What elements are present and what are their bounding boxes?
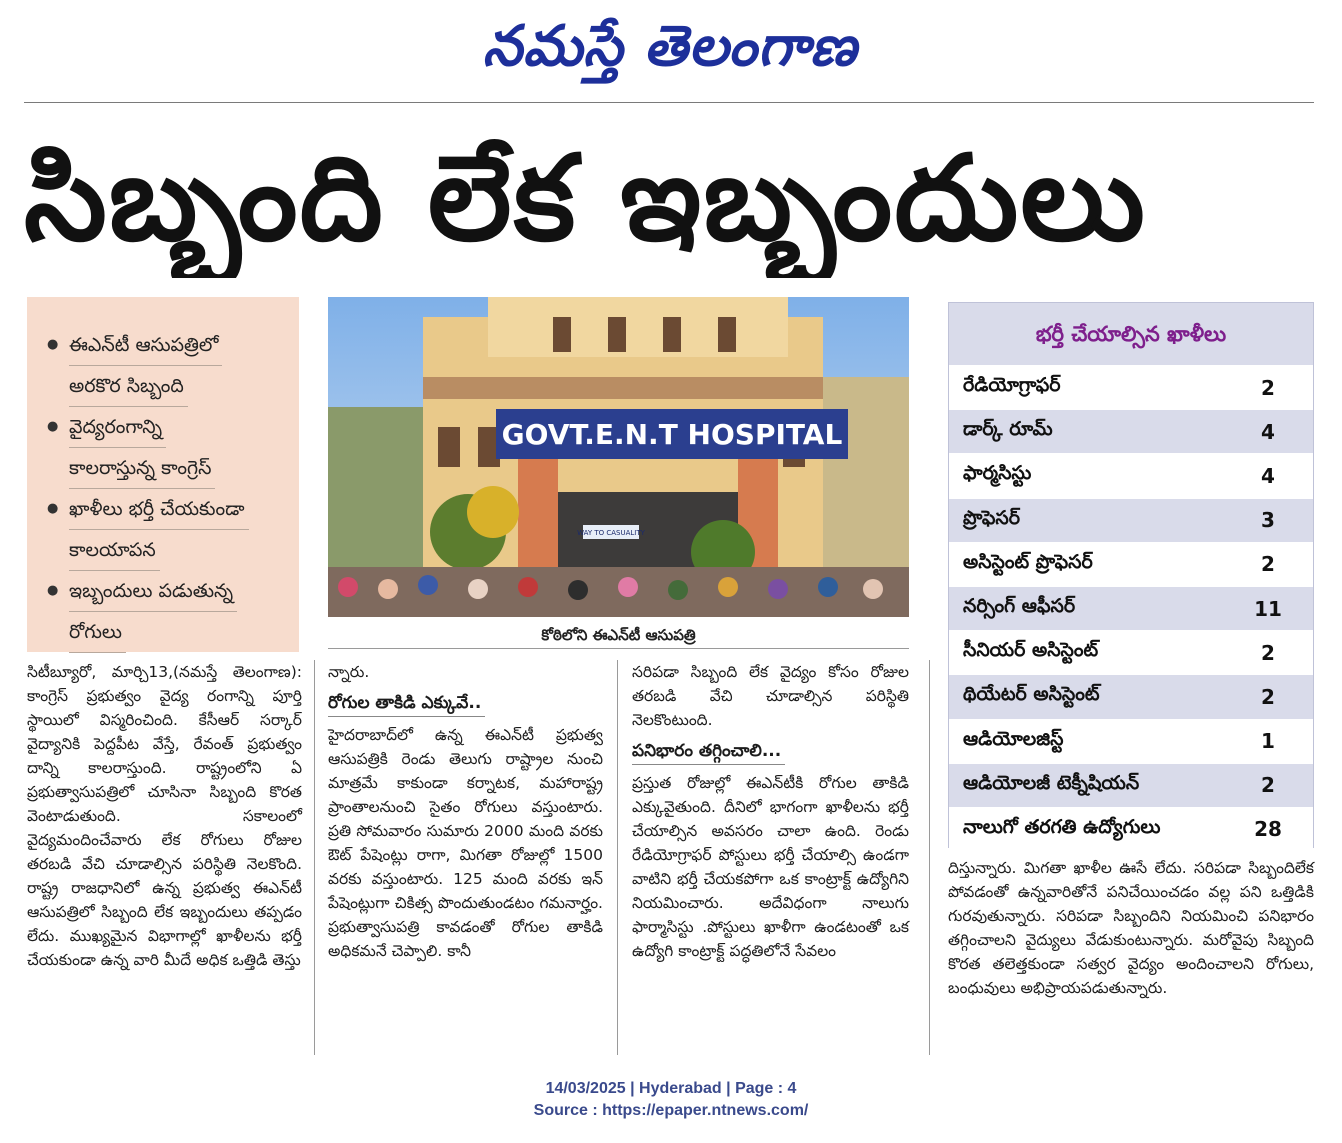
vacancy-count: 2 [1261, 552, 1275, 577]
article-column-2 [328, 660, 603, 1060]
vacancy-count: 1 [1261, 729, 1275, 754]
vacancy-row [949, 763, 1313, 807]
vacancy-count: 28 [1254, 817, 1282, 842]
vacancy-row [949, 453, 1313, 497]
highlight-line: అరకొర సిబ్బంది [69, 366, 188, 407]
vacancy-post: సీనియర్ అసిస్టెంట్ [963, 639, 1099, 662]
highlight-line: ● ఖాళీలు భర్తీ చేయకుండా [69, 489, 249, 530]
vacancy-count: 3 [1261, 508, 1275, 533]
casualty-sign: WAY TO CASUALITY [577, 529, 645, 537]
vacancy-count: 2 [1261, 773, 1275, 798]
column-divider [929, 660, 930, 1055]
subheading: పనిభారం తగ్గించాలి... [632, 738, 785, 765]
highlight-line: ● వైద్యరంగాన్ని [69, 407, 166, 448]
vacancy-post: నర్సింగ్ ఆఫీసర్ [963, 595, 1076, 618]
hospital-sign: GOVT.E.N.T HOSPITAL [501, 418, 843, 451]
article-column-3 [632, 660, 909, 1060]
footer-date-line: 14/03/2025 | Hyderabad | Page : 4 [545, 1080, 797, 1097]
vacancy-row [949, 630, 1313, 674]
caption-divider [328, 648, 909, 649]
vacancy-post: రేడియోగ్రాఫర్ [963, 374, 1061, 397]
vacancy-post: ఫార్మసిస్టు [963, 462, 1032, 485]
highlight-item [47, 489, 289, 571]
article-column-4 [948, 856, 1314, 1056]
article-headline: సిబ్బంది లేక ఇబ్బందులు [24, 129, 1147, 267]
masthead-divider [24, 102, 1314, 103]
highlight-line: కాలయాపన [69, 530, 160, 571]
vacancy-post: అసిస్టెంట్ ప్రొఫెసర్ [963, 550, 1093, 573]
vacancy-row [949, 409, 1313, 453]
highlight-item [47, 407, 289, 489]
photo-caption: కోఠిలోని ఈఎన్‌టీ ఆసుపత్రి [541, 626, 696, 644]
highlight-line: రోగులు [69, 612, 126, 653]
vacancy-row [949, 498, 1313, 542]
vacancy-post: ఆడియోలజిస్ట్ [963, 727, 1064, 750]
highlight-line: ● ఇబ్బందులు పడుతున్న [69, 571, 237, 612]
highlight-item [47, 325, 289, 407]
vacancy-row [949, 586, 1313, 630]
article-paragraph: హైదరాబాద్‌లో ఉన్న ఈఎన్‌టీ ప్రభుత్వ ఆసుపత్రికి రెండు తెలుగు రాష్ట్రాల నుంచి మాత్రమే కాకుండా కర్నాటక, మహారాష్ట్ర ప్రాంతాలనుంచి సైతం రోగులు వస్తుంటారు. ప్రతి సోమవారం సుమారు 2000 మంది వరకు ఔట్ పేషెంట్లు రాగా, మిగతా రోజుల్లో 1500 వరకు వస్తుంటారు. 125 మంది వరకు ఇన్ పేషెంట్లుగా చికిత్స పొందుతుండటం గమనార్హం. ప్రభుత్వాసుపత్రి కావడంతో రోగుల తాకిడి అధికమనే చెప్పాలి. కానీ [328, 726, 603, 960]
article-paragraph: సరిపడా సిబ్బంది లేక వైద్యం కోసం రోజుల తరబడి వేచి చూడాల్సిన పరిస్థితి నెలకొంటుంది. [632, 663, 909, 729]
vacancy-post: థియేటర్ అసిస్టెంట్ [963, 683, 1100, 706]
article-paragraph: ప్రస్తుత రోజుల్లో ఈఎన్‌టీకి రోగుల తాకిడి ఎక్కువైతుంది. దీనిలో భాగంగా ఖాళీలను భర్తీ చేయాల్సిన అవసరం చాలా ఉంది. రెండు రేడియోగ్రాఫర్ పోస్టులు భర్తీ చేయాల్సి ఉండగా వాటిని భర్తీ చేయకపోగా ఒక కాంట్రాక్ట్ ఉద్యోగిని నియమించారు. అదేవిధంగా నాలుగు ఫార్మాసిస్టు .పోస్టులు ఖాళీగా ఉండటంతో ఒక ఉద్యోగి కాంట్రాక్ట్ పద్ధతిలోనే సేవలం [632, 774, 909, 960]
vacancy-table [948, 302, 1314, 848]
masthead [0, 0, 1342, 100]
vacancy-row [949, 542, 1313, 586]
column-divider [617, 660, 618, 1055]
vacancy-count: 2 [1261, 684, 1275, 709]
newspaper-logo: నమస్తే తెలంగాణ [482, 13, 858, 79]
vacancy-post: ప్రొఫెసర్ [963, 506, 1021, 529]
vacancy-count: 11 [1254, 596, 1282, 621]
vacancy-count: 4 [1261, 419, 1275, 444]
vacancy-post: డార్క్ రూమ్ [963, 418, 1053, 441]
vacancy-row [949, 719, 1313, 763]
column-divider [314, 660, 315, 1055]
highlights-box [27, 297, 299, 652]
vacancy-row [949, 674, 1313, 718]
vacancy-count: 4 [1261, 463, 1275, 488]
highlight-item [47, 571, 289, 653]
page-footer [0, 1078, 1342, 1122]
subheading: రోగుల తాకిడి ఎక్కువే.. [328, 690, 485, 717]
vacancy-count: 2 [1261, 640, 1275, 665]
article-paragraph: న్నారు. [328, 663, 370, 681]
hospital-photo [328, 297, 909, 617]
article-column-1 [27, 660, 302, 1060]
footer-source-line: Source : https://epaper.ntnews.com/ [533, 1102, 809, 1119]
article-paragraph: సిటీబ్యూరో, మార్చి13,(నమస్తే తెలంగాణ): కాంగ్రెస్ ప్రభుత్వం వైద్య రంగాన్ని పూర్తి స్థాయిలో విస్మరించింది. కేసీఆర్ సర్కార్ వైద్యానికి పెద్దపీట వేస్తే, రేవంత్ ప్రభుత్వం దాన్ని కాలరాస్తుంది. రాష్ట్రంలోని ఏ ప్రభుత్వాసుపత్రిలో చూసినా సిబ్బంది కొరత వెంటాడుతుంది. సకాలంలో వైద్యమందించేవారు లేక రోగులు రోజుల తరబడి వేచి చూడాల్సిన పరిస్థితి నెలకొంది. రాష్ట్ర రాజధానిలో ఉన్న ప్రభుత్వ ఈఎన్‌టీ ఆసుపత్రిలో సిబ్బంది లేక ఇబ్బందులు తప్పడం లేదు. ముఖ్యమైన విభాగాల్లో ఖాళీలను భర్తీ చేయకుండా ఉన్న వారి మీదే అధిక ఒత్తిడి తెస్తు [27, 663, 302, 969]
vacancy-post: ఆడియోలజీ టెక్నీషియన్ [963, 771, 1140, 794]
article-paragraph: దిస్తున్నారు. మిగతా ఖాళీల ఊసే లేదు. సరిపడా సిబ్బందిలేక పోవడంతో ఉన్నవారితోనే పనిచేయించడం వల్ల పని ఒత్తిడికి గురవుతున్నారు. సరిపడా సిబ్బందిని నియమించి పనిభారం తగ్గించాలని వైద్యులు వేడుకుంటున్నారు. మరోవైపు సిబ్బంది కొరత తలెత్తకుండా సత్వర వైద్యం అందించాలని రోగులు, బంధువులు అభిప్రాయపడుతున్నారు. [948, 859, 1314, 997]
vacancy-row [949, 365, 1313, 409]
vacancy-count: 2 [1261, 375, 1275, 400]
vacancy-post: నాలుగో తరగతి ఉద్యోగులు [963, 815, 1161, 838]
highlight-line: కాలరాస్తున్న కాంగ్రెస్ [69, 448, 215, 489]
highlight-line: ● ఈఎన్‌టీ ఆసుపత్రిలో [69, 325, 222, 366]
vacancy-row [949, 807, 1313, 851]
vacancy-table-title: భర్తీ చేయాల్సిన ఖాళీలు [949, 303, 1313, 365]
